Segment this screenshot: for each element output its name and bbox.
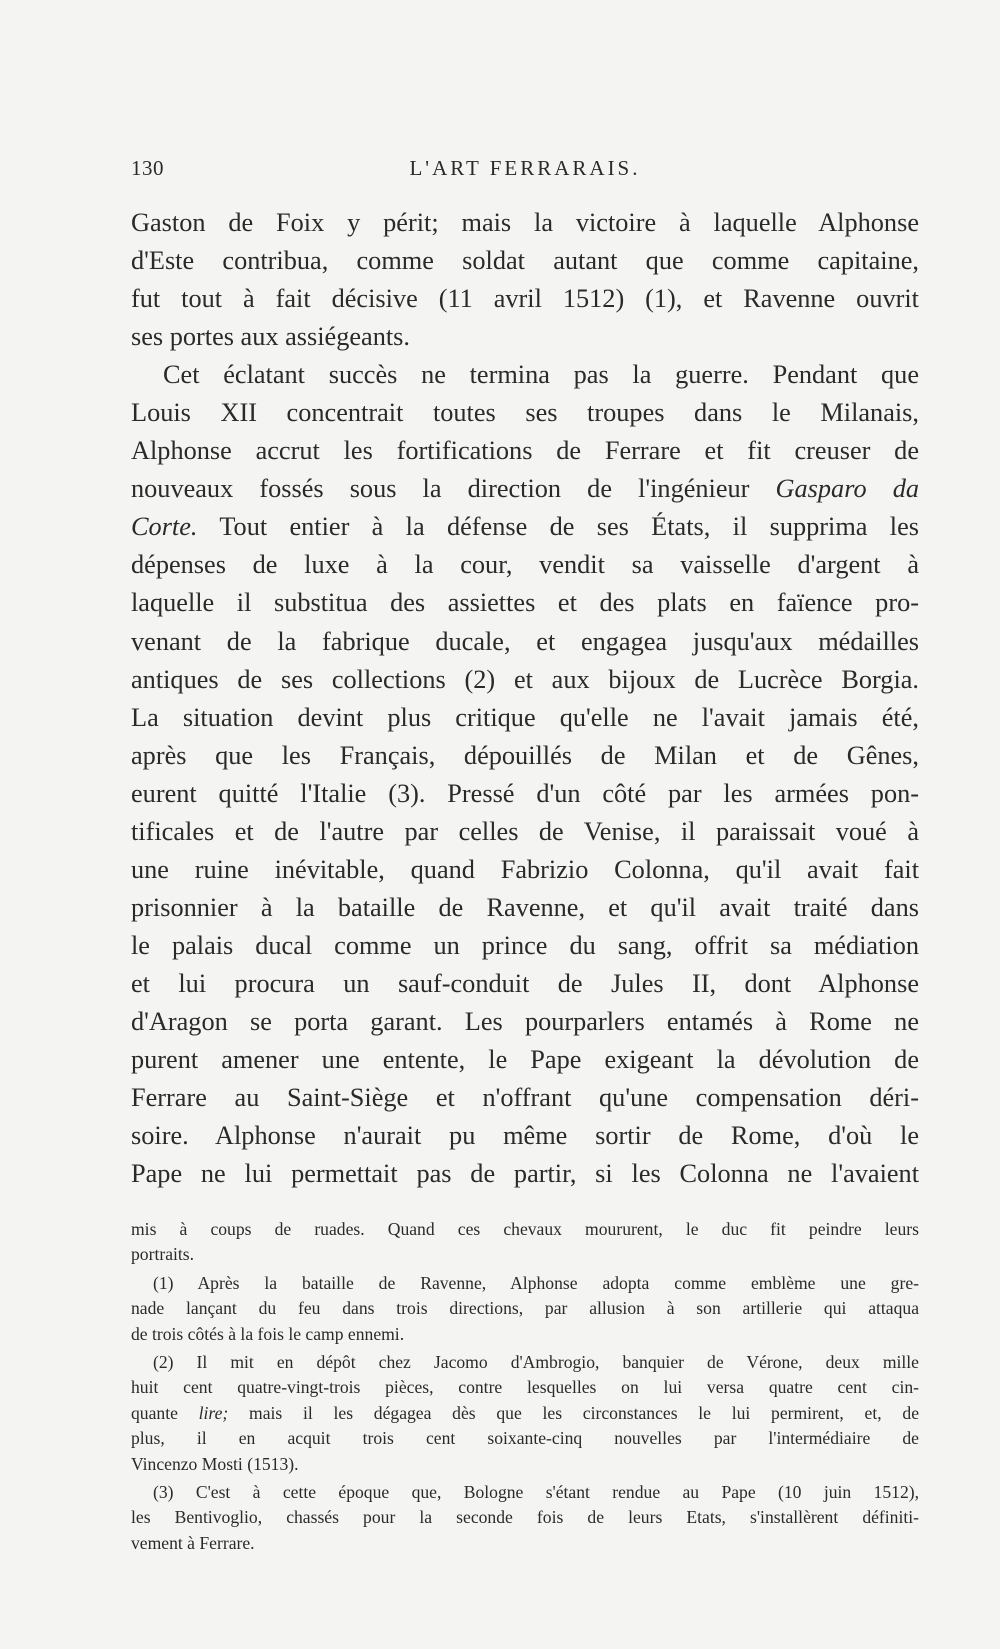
body-line: Louis XII concentrait toutes ses troupes dans le Milanais, xyxy=(131,398,919,428)
page-header xyxy=(131,156,919,186)
body-line: fut tout à fait décisive (11 avril 1512) (1), et Ravenne ouvrit xyxy=(131,284,919,314)
body-line: Pape ne lui permettait pas de partir, si les Colonna ne l'avaient xyxy=(131,1159,919,1189)
footnote-line: huit cent quatre-vingt-trois pièces, contre lesquelles on lui versa quatre cent cin- xyxy=(131,1377,919,1398)
footnote-line: vement à Ferrare. xyxy=(131,1532,255,1553)
footnote-line: mis à coups de ruades. Quand ces chevaux moururent, le duc fit peindre leurs xyxy=(131,1219,919,1239)
body-line: d'Aragon se porta garant. Les pourparlers entamés à Rome ne xyxy=(131,1006,919,1036)
body-line: tificales et de l'autre par celles de Venise, il paraissait voué à xyxy=(131,816,919,846)
body-line xyxy=(131,470,919,508)
body-line-text: Tout entier à la défense de ses États, il supprima les xyxy=(197,512,919,542)
body-line: et lui procura un sauf-conduit de Jules II, dont Alphonse xyxy=(131,968,919,998)
body-line: La situation devint plus critique qu'elle ne l'avait jamais été, xyxy=(131,702,919,732)
page-number: 130 xyxy=(131,156,164,180)
body-line: antiques de ses collections (2) et aux bijoux de Lucrèce Borgia. xyxy=(131,664,919,694)
body-text xyxy=(131,204,919,1193)
body-line: une ruine inévitable, quand Fabrizio Colonna, qu'il avait fait xyxy=(131,854,919,884)
body-line: Ferrare au Saint-Siège et n'offrant qu'une compensation déri- xyxy=(131,1083,919,1113)
footnote-line: de trois côtés à la fois le camp ennemi. xyxy=(131,1323,405,1344)
body-line: prisonnier à la bataille de Ravenne, et qu'il avait traité dans xyxy=(131,892,919,922)
body-line: d'Este contribua, comme soldat autant que comme capitaine, xyxy=(131,246,919,276)
body-line: soire. Alphonse n'aurait pu même sortir de Rome, d'où le xyxy=(131,1121,919,1151)
footnote-line: (3) C'est à cette époque que, Bologne s'étant rendue au Pape (10 juin 1512), xyxy=(153,1481,919,1502)
body-line: après que les Français, dépouillés de Milan et de Gênes, xyxy=(131,740,919,770)
footnote-line-text: mais il les dégagea dès que les circonstances le lui permirent, et, de xyxy=(228,1402,920,1423)
footnote-line-text: quante xyxy=(131,1402,178,1423)
footnotes xyxy=(131,1217,919,1556)
italic-name: Corte. xyxy=(131,512,198,542)
footnote-line: les Bentivoglio, chassés pour la seconde fois de leurs Etats, s'installèrent définiti- xyxy=(131,1507,919,1528)
body-line: ses portes aux assiégeants. xyxy=(131,322,410,352)
body-line: le palais ducal comme un prince du sang, offrit sa médiation xyxy=(131,930,919,960)
body-line: Cet éclatant succès ne termina pas la guerre. Pendant que xyxy=(163,360,919,390)
body-line xyxy=(131,508,919,546)
footnote-line: (1) Après la bataille de Ravenne, Alphonse adopta comme emblème une gre- xyxy=(153,1272,919,1293)
footnote-line: portraits. xyxy=(131,1244,195,1265)
italic-word: lire; xyxy=(198,1402,229,1423)
footnote-line: Vincenzo Mosti (1513). xyxy=(131,1453,299,1474)
body-line: laquelle il substitua des assiettes et des plats en faïence pro- xyxy=(131,588,919,618)
italic-name: Gasparo da xyxy=(775,474,919,504)
footnote-line xyxy=(131,1401,919,1426)
body-line: Alphonse accrut les fortifications de Ferrare et fit creuser de xyxy=(131,436,919,466)
body-line-text: nouveaux fossés sous la direction de l'ingénieur xyxy=(131,474,750,504)
body-line: dépenses de luxe à la cour, vendit sa vaisselle d'argent à xyxy=(131,550,919,580)
body-line: Gaston de Foix y périt; mais la victoire à laquelle Alphonse xyxy=(131,208,919,237)
body-line: venant de la fabrique ducale, et engagea jusqu'aux médailles xyxy=(131,626,919,656)
footnote-line: plus, il en acquit trois cent soixante-cinq nouvelles par l'intermédiaire de xyxy=(131,1428,919,1449)
running-title: L'ART FERRARAIS. xyxy=(409,156,641,180)
body-line: eurent quitté l'Italie (3). Pressé d'un côté par les armées pon- xyxy=(131,778,919,808)
body-line: purent amener une entente, le Pape exigeant la dévolution de xyxy=(131,1045,919,1075)
footnote-line: nade lançant du feu dans trois directions, par allusion à son artillerie qui attaqua xyxy=(131,1298,919,1319)
footnote-line: (2) Il mit en dépôt chez Jacomo d'Ambrogio, banquier de Vérone, deux mille xyxy=(153,1351,919,1372)
